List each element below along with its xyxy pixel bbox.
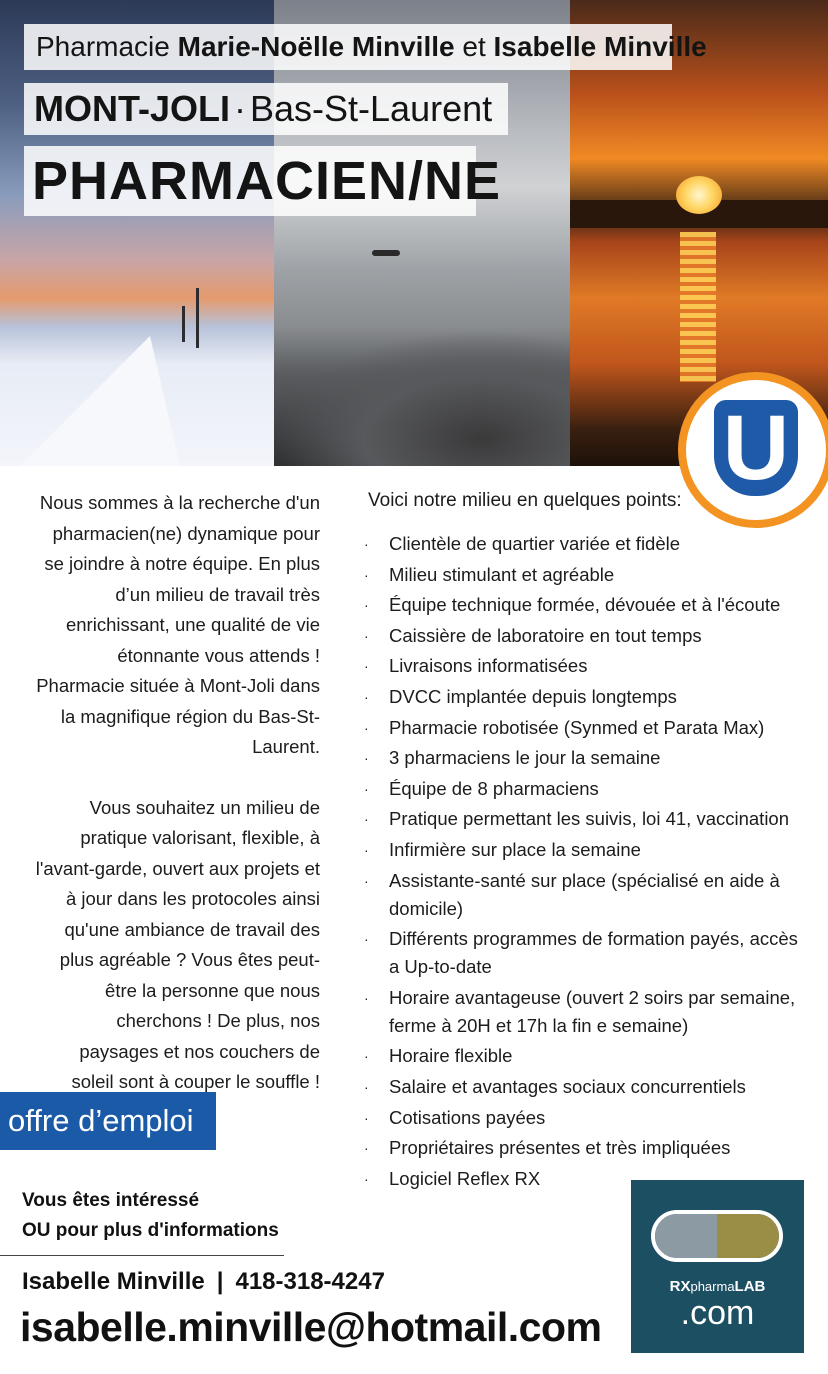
job-title: PHARMACIEN/NE	[24, 146, 476, 216]
list-item	[362, 867, 812, 923]
bullet: ·	[364, 688, 369, 705]
sun-reflection	[680, 232, 716, 382]
capsule-icon	[651, 1210, 783, 1262]
list-item-text: Pharmacie robotisée (Synmed et Parata Max)	[389, 716, 765, 738]
job-offer-badge: offre d’emploi	[0, 1092, 216, 1150]
logo-inner-circle	[700, 394, 812, 506]
rx-domain: .com	[680, 1294, 755, 1332]
list-item	[362, 775, 812, 803]
rx-brand-pharma: pharma	[690, 1279, 735, 1294]
list-item	[362, 530, 812, 558]
list-item	[362, 714, 812, 742]
interest-prompt	[22, 1186, 279, 1246]
list-item-text: Infirmière sur place la semaine	[389, 838, 641, 860]
divider	[0, 1255, 284, 1256]
list-item	[362, 622, 812, 650]
bullet: ·	[364, 658, 369, 675]
list-item-text: Horaire flexible	[389, 1045, 513, 1067]
owner-2: Isabelle Minville	[493, 31, 707, 62]
interest-line-1: Vous êtes intéressé	[22, 1190, 200, 1211]
bullet: ·	[364, 1078, 369, 1095]
bullet: ·	[364, 841, 369, 858]
list-item	[362, 1104, 812, 1132]
list-item	[362, 984, 812, 1040]
uniprix-logo	[678, 372, 828, 528]
owner-1: Marie-Noëlle Minville	[177, 31, 455, 62]
list-item-text: Livraisons informatisées	[389, 655, 588, 677]
bullet: ·	[364, 750, 369, 767]
rocky-shore	[274, 330, 570, 466]
list-item	[362, 652, 812, 680]
intro-paragraph-2: Vous souhaitez un milieu de pratique valorisant, flexible, à l'avant-garde, ouvert aux projets et à jour dans les protocoles ainsi qu'une ambiance de travail des plus agréable ? Vous êtes peut-être la personne que nous cherchons ! De plus, nos paysages et nos couchers de soleil sont à couper le souffle !	[35, 796, 320, 1092]
list-item	[362, 1134, 812, 1162]
list-item	[362, 836, 812, 864]
list-item-text: Différents programmes de formation payés, accès a Up-to-date	[389, 928, 798, 978]
bullet: ·	[364, 566, 369, 583]
pharmacy-prefix: Pharmacie	[36, 31, 170, 62]
bullet: ·	[364, 1140, 369, 1157]
contact-name: Isabelle Minville	[22, 1268, 205, 1295]
list-item-text: Horaire avantageuse (ouvert 2 soirs par semaine, ferme à 20H et 17h la fin e semaine)	[389, 986, 796, 1036]
contact-phone[interactable]: 418-318-4247	[235, 1268, 385, 1295]
list-item-text: Logiciel Reflex RX	[389, 1167, 541, 1189]
list-item-text: DVCC implantée depuis longtemps	[389, 685, 677, 707]
list-item	[362, 561, 812, 589]
rx-brand-lab: LAB	[734, 1278, 766, 1295]
bullet: ·	[364, 597, 369, 614]
bullet: ·	[364, 719, 369, 736]
kayak	[372, 250, 400, 256]
contact-line	[22, 1268, 385, 1296]
list-item	[362, 591, 812, 619]
points-title: Voici notre milieu en quelques points:	[368, 490, 682, 511]
list-item-text: Milieu stimulant et agréable	[389, 563, 615, 585]
list-item-text: Cotisations payées	[389, 1106, 546, 1128]
list-item	[362, 925, 812, 981]
logo-letter: U	[714, 400, 798, 496]
contact-separator: |	[216, 1268, 224, 1295]
intro-paragraph-1: Nous sommes à la recherche d'un pharmacien(ne) dynamique pour se joindre à notre équipe. En plus d’un milieu de travail très enrichissant, une qualité de vie étonnante vous attends ! Pharmacie située à Mont-Joli dans la magnifique région du Bas-St-Laurent.	[36, 492, 320, 757]
list-item-text: Salaire et avantages sociaux concurrentiels	[389, 1075, 746, 1097]
bullet: ·	[364, 780, 369, 797]
location-separator: ·	[234, 88, 246, 129]
bullet: ·	[364, 536, 369, 552]
snowy-pier	[20, 336, 180, 466]
rxpharmalab-logo	[631, 1180, 804, 1353]
rx-brand	[631, 1278, 804, 1295]
list-item-text: Propriétaires présentes et très impliquées	[389, 1137, 731, 1159]
bullet: ·	[364, 989, 369, 1006]
list-item-text: Assistante-santé sur place (spécialisé en aide à domicile)	[389, 869, 780, 919]
list-item	[362, 683, 812, 711]
intro-text	[34, 488, 320, 1128]
list-item	[362, 744, 812, 772]
bullet: ·	[364, 1170, 369, 1187]
list-item-text: 3 pharmaciens le jour la semaine	[389, 747, 661, 769]
points-list	[362, 530, 812, 1195]
rx-brand-rx: RX	[669, 1278, 691, 1295]
list-item	[362, 1073, 812, 1101]
list-item-text: Clientèle de quartier variée et fidèle	[389, 533, 681, 554]
bullet: ·	[364, 627, 369, 644]
bullet: ·	[364, 872, 369, 889]
location-banner	[24, 83, 508, 135]
capsule-half-left	[655, 1214, 717, 1258]
bullet: ·	[364, 1048, 369, 1065]
interest-line-2: OU pour plus d'informations	[22, 1220, 279, 1241]
bullet: ·	[364, 931, 369, 948]
list-item-text: Caissière de laboratoire en tout temps	[389, 624, 702, 646]
region: Bas-St-Laurent	[250, 88, 493, 129]
bullet: ·	[364, 811, 369, 828]
capsule-half-right	[717, 1214, 779, 1258]
lamp-post	[196, 288, 199, 348]
conjunction: et	[462, 31, 486, 62]
sun	[676, 176, 722, 214]
list-item	[362, 805, 812, 833]
list-item	[362, 1042, 812, 1070]
list-item-text: Pratique permettant les suivis, loi 41, vaccination	[389, 808, 790, 830]
city: MONT-JOLI	[34, 88, 230, 129]
bullet: ·	[364, 1109, 369, 1126]
list-item-text: Équipe technique formée, dévouée et à l'écoute	[389, 594, 781, 616]
lamp-post	[182, 306, 185, 342]
list-item-text: Équipe de 8 pharmaciens	[389, 777, 599, 799]
pharmacy-owners-banner	[24, 24, 707, 70]
contact-email[interactable]: isabelle.minville@hotmail.com	[20, 1304, 602, 1350]
